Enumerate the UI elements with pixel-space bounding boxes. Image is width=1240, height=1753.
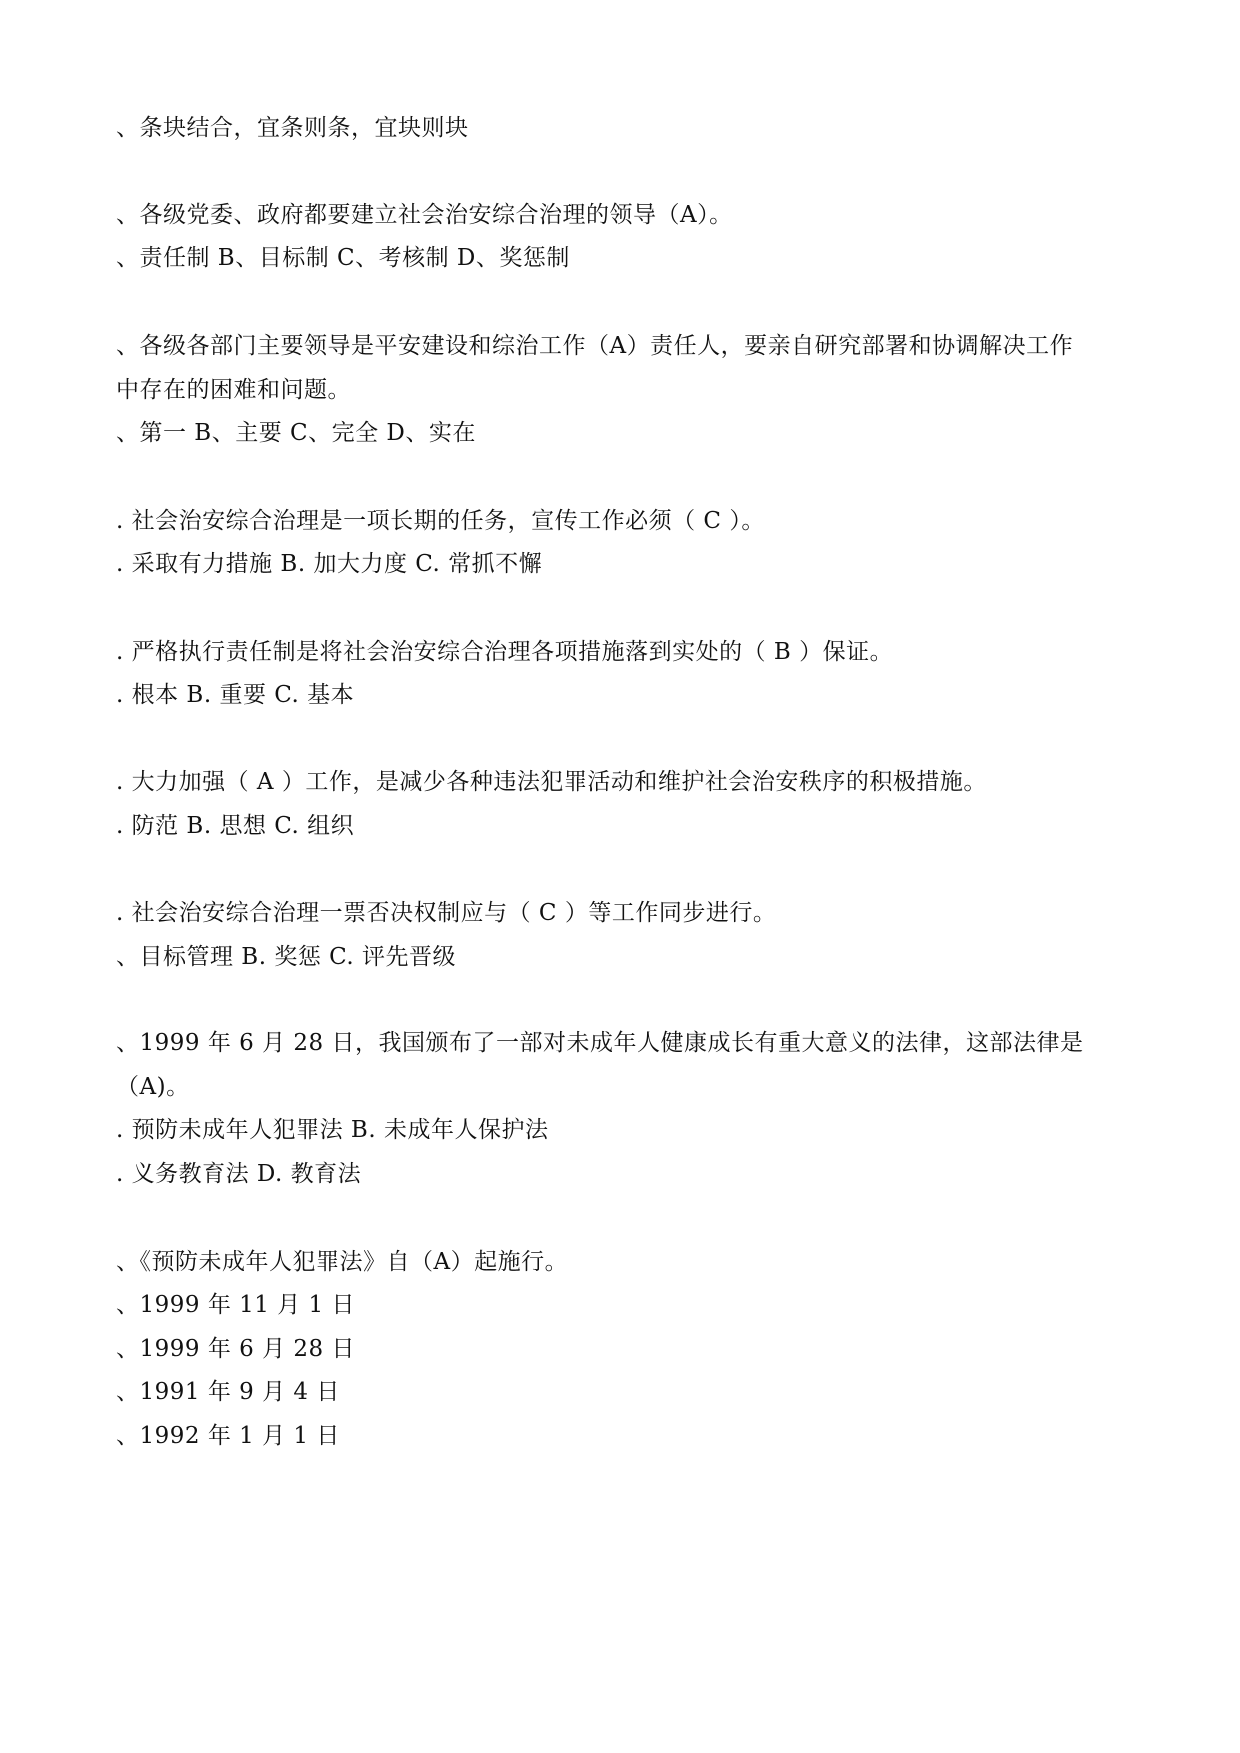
question-text: . 严格执行责任制是将社会治安综合治理各项措施落到实处的（ B ）保证。 xyxy=(116,639,894,665)
answer-options: 、目标管理 B. 奖惩 C. 评先晋级 xyxy=(116,944,457,970)
answer-option: 、1999 年 11 月 1 日 xyxy=(116,1292,355,1318)
question-text: 、各级各部门主要领导是平安建设和综治工作（A）责任人，要亲自研究部署和协调解决工作 xyxy=(116,333,1074,359)
answer-options: . 采取有力措施 B. 加大力度 C. 常抓不懈 xyxy=(116,551,543,577)
question-text: . 社会治安综合治理一票否决权制应与（ C ）等工作同步进行。 xyxy=(116,900,777,926)
answer-option: 、1992 年 1 月 1 日 xyxy=(116,1423,340,1449)
question-text: . 社会治安综合治理是一项长期的任务，宣传工作必须（ C ）。 xyxy=(116,508,765,534)
question-text: 、《预防未成年人犯罪法》自（A）起施行。 xyxy=(116,1249,569,1275)
question-text-continued: 中存在的困难和问题。 xyxy=(116,377,351,403)
answer-options: 、责任制 B、目标制 C、考核制 D、奖惩制 xyxy=(116,245,570,271)
question-text: . 大力加强（ A ）工作，是减少各种违法犯罪活动和维护社会治安秩序的积极措施。 xyxy=(116,769,987,795)
text-line: 、条块结合，宜条则条，宜块则块 xyxy=(116,115,469,141)
answer-options: . 根本 B. 重要 C. 基本 xyxy=(116,682,355,708)
question-text: 、1999 年 6 月 28 日，我国颁布了一部对未成年人健康成长有重大意义的法律，这部法律是 xyxy=(116,1030,1084,1056)
question-text: 、各级党委、政府都要建立社会治安综合治理的领导（A）。 xyxy=(116,202,733,228)
question-text-continued: （A)。 xyxy=(116,1074,190,1100)
answer-option: 、1991 年 9 月 4 日 xyxy=(116,1379,340,1405)
answer-option: 、1999 年 6 月 28 日 xyxy=(116,1336,355,1362)
answer-options: 、第一 B、主要 C、完全 D、实在 xyxy=(116,420,476,446)
answer-options: . 义务教育法 D. 教育法 xyxy=(116,1161,362,1187)
answer-options: . 预防未成年人犯罪法 B. 未成年人保护法 xyxy=(116,1117,549,1143)
answer-options: . 防范 B. 思想 C. 组织 xyxy=(116,813,355,839)
